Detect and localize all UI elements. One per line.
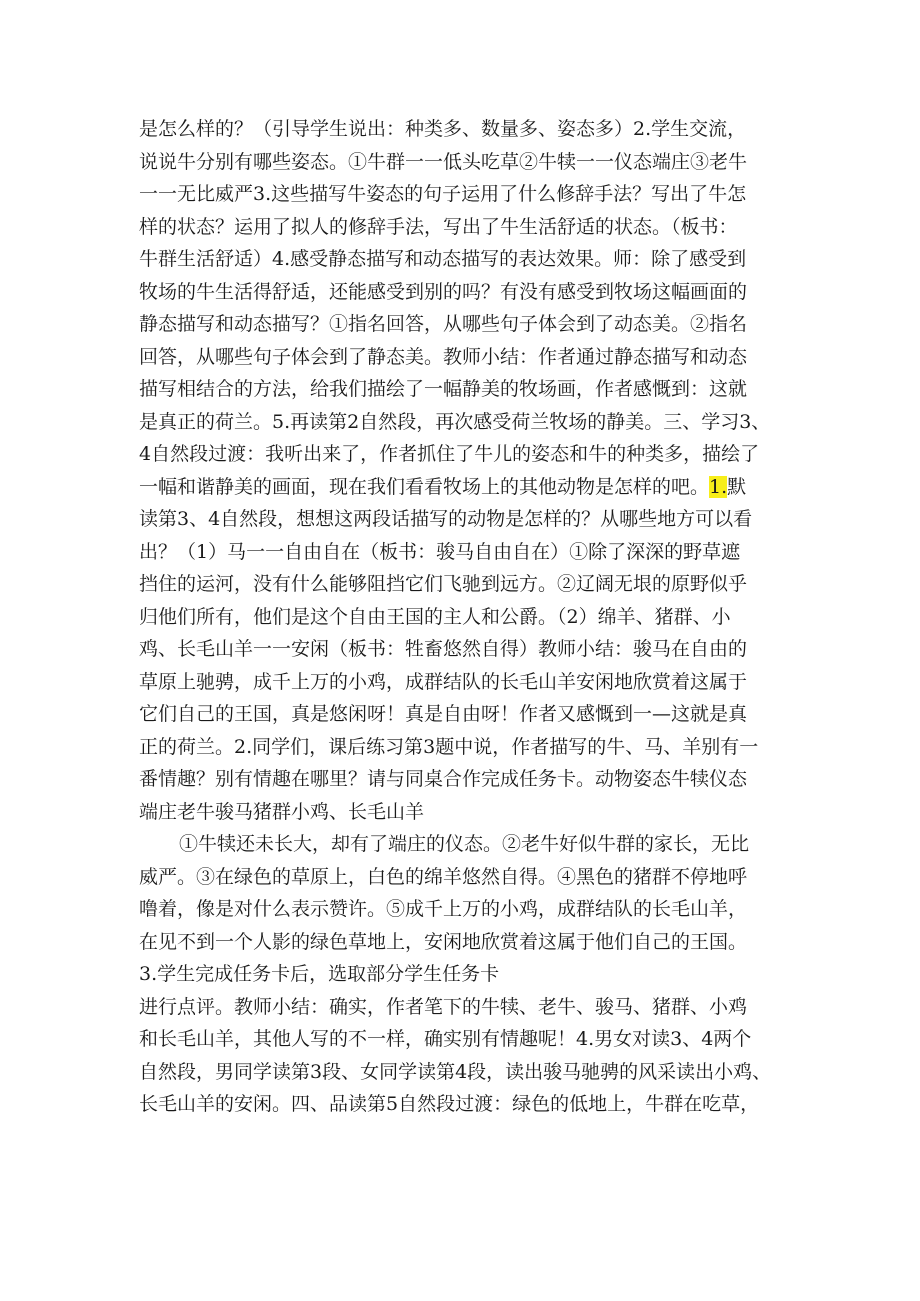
text-line: 草原上驰骋，成千上万的小鸡，成群结队的长毛山羊安闲地欣赏着这属于 [139,670,748,693]
text-line: 挡住的运河，没有什么能够阻挡它们飞驰到远方。②辽阔无垠的原野似乎 [139,573,748,595]
text-line: 是真正的荷兰。5.再读第2自然段，再次感受荷兰牧场的静美。三、学习3、 [139,410,771,433]
text-line: 说说牛分别有哪些姿态。①牛群一一低头吃草②牛犊一一仪态端庄③老牛 [139,150,748,173]
text-line: 回答，从哪些句子体会到了静态美。教师小结：作者通过静态描写和动态 [139,345,748,368]
highlight-mark: 1. [709,475,728,498]
text-line: 归他们所有，他们是这个自由王国的主人和公爵。（2）绵羊、猪群、小 [139,605,731,628]
text-line: 番情趣？别有情趣在哪里？请与同桌合作完成任务卡。动物姿态牛犊仪态 [139,768,748,790]
text-line-highlighted [139,471,789,504]
text-line: 一一无比威严3.这些描写牛姿态的句子运用了什么修辞手法？写出了牛怎 [139,183,747,205]
text-line: 在见不到一个人影的绿色草地上，安闲地欣赏着这属于他们自己的王国。 [139,930,748,953]
text-line: 威严。③在绿色的草原上，白色的绵羊悠然自得。④黑色的猪群不停地呼 [139,865,748,888]
text-line: 长毛山羊的安闲。四、品读第5自然段过渡：绿色的低地上，牛群在吃草， [139,1093,760,1115]
text-segment: 默 [727,475,747,498]
text-line: 噜着，像是对什么表示赞许。⑤成千上万的小鸡，成群结队的长毛山羊， [139,898,748,920]
document-body [139,113,789,1121]
text-line: 牛群生活舒适）4.感受静态描写和动态描写的表达效果。师：除了感受到 [139,248,747,270]
text-line: 读第3、4自然段，想想这两段话描写的动物是怎样的？从哪些地方可以看 [139,508,753,530]
text-line: 端庄老牛骏马猪群小鸡、长毛山羊 [139,800,425,823]
paragraph-first-line: ①牛犊还未长大，却有了端庄的仪态。②老牛好似牛群的家长，无比 [179,833,750,855]
text-line: 自然段，男同学读第3段、女同学读第4段，读出骏马驰骋的风采读出小鸡、 [139,1060,772,1083]
text-line: 和长毛山羊，其他人写的不一样，确实别有情趣呢！4.男女对读3、4两个 [139,1028,752,1050]
text-line: 样的状态？运用了拟人的修辞手法，写出了牛生活舒适的状态。（板书： [139,215,738,238]
text-line: 是怎么样的？（引导学生说出：种类多、数量多、姿态多）2.学生交流， [139,118,747,140]
text-line: 正的荷兰。2.同学们，课后练习第3题中说，作者描写的牛、马、羊别有一 [139,735,759,758]
text-line: 牧场的牛生活得舒适，还能感受到别的吗？有没有感受到牧场这幅画面的 [139,280,748,303]
text-line: 4自然段过渡：我听出来了，作者抓住了牛儿的姿态和牛的种类多，描绘了 [139,443,760,465]
text-line: 出？（1）马一一自由自在（板书：骏马自由自在）①除了深深的野草遮 [139,540,741,563]
text-line: 鸡、长毛山羊一一安闲（板书：牲畜悠然自得）教师小结：骏马在自由的 [139,638,748,660]
text-segment: 一幅和谐静美的画面，现在我们看看牧场上的其他动物是怎样的吧。 [139,475,710,498]
text-line: 静态描写和动态描写？①指名回答，从哪些句子体会到了动态美。②指名 [139,313,748,335]
text-line: 描写相结合的方法，给我们描绘了一幅静美的牧场画，作者感慨到：这就 [139,378,748,400]
text-line: 进行点评。教师小结：确实，作者笔下的牛犊、老牛、骏马、猪群、小鸡 [139,995,748,1018]
text-line: 3.学生完成任务卡后，选取部分学生任务卡 [139,963,500,985]
text-line: 它们自己的王国，真是悠闲呀！真是自由呀！作者又感慨到一—这就是真 [139,703,748,725]
